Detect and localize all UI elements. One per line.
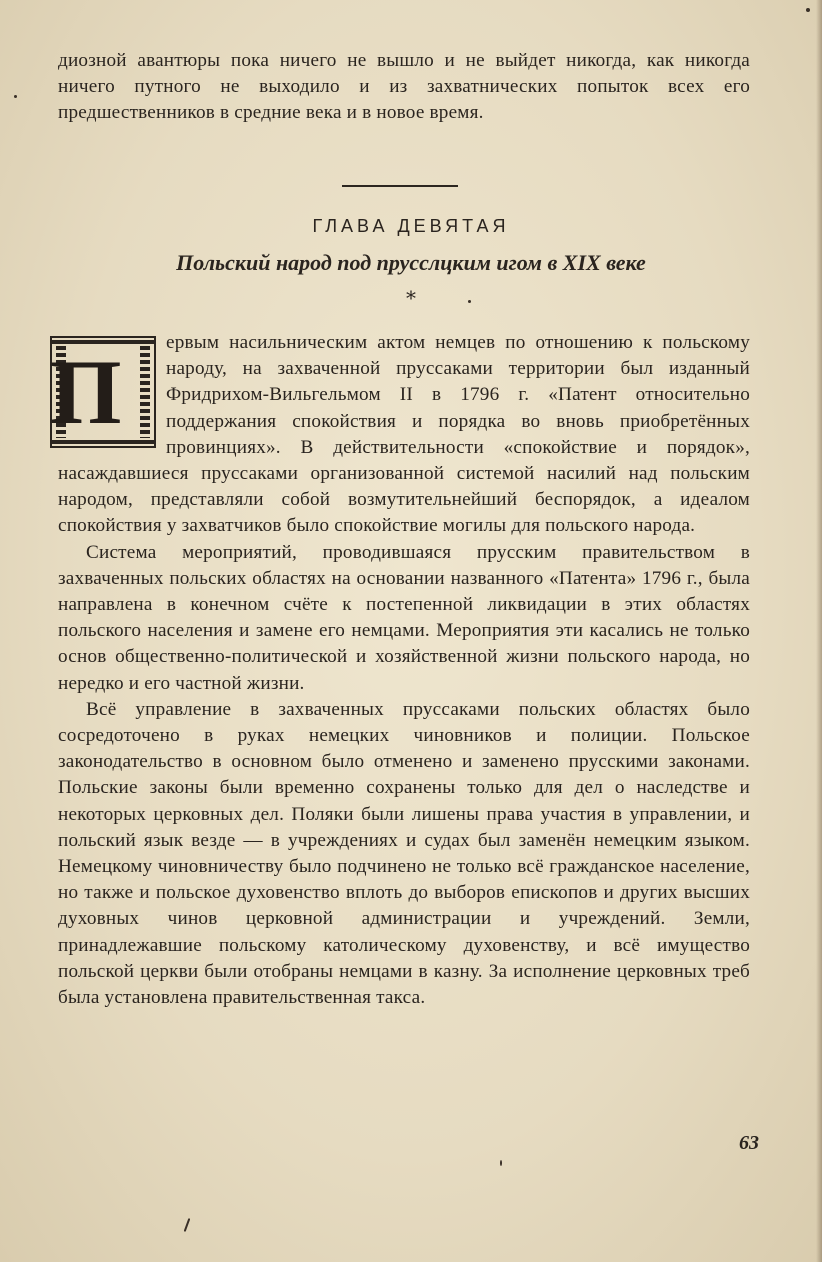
asterisk-ornament: * (406, 286, 416, 310)
paper-speck (184, 1218, 191, 1232)
body-paragraph-2: Система мероприятий, проводившаяся прусским правительством в захваченных польских областях на основании названного «Патента» 1796 г., была направлена в конечном счёте к постепенной ликвидации в этих областях польского населения и замене его немцами. Мероприятия эти касались не только основ общественно-политической и хозяйственной жизни польского народа, но нередко и его частной жизни. (58, 541, 750, 694)
chapter-label: ГЛАВА ДЕВЯТАЯ (312, 216, 510, 236)
paper-speck (500, 1160, 502, 1166)
dropcap (50, 336, 156, 448)
paper-speck (806, 8, 810, 12)
dropcap-letter: П (50, 341, 122, 443)
chapter-title: Польский народ под прусслцким игом в XIX веке (176, 250, 646, 275)
paper-speck (468, 300, 471, 303)
page-number: 63 (739, 1132, 759, 1154)
section-divider (342, 185, 458, 187)
body-paragraph-1 (50, 330, 750, 540)
chapter-body (50, 330, 750, 1011)
paper-speck (14, 95, 17, 98)
intro-paragraph: диозной авантюры пока ничего не вышло и не выйдет никогда, как никогда ничего путного не выходило и из захватнических попыток всех его предшественников в средние века и в новое время. (58, 50, 750, 124)
body-paragraph-3: Всё управление в захваченных пруссаками польских областях было сосредоточено в руках немецких чиновников и полиции. Польское законодательство в основном было отменено и заменено прусскими законами. Польские законы были временно сохранены только для дел о наследстве и некоторых церковных дел. Поляки были лишены права участия в управлении, и польский язык везде — в учреждениях и судах был заменён немецким языком. Немецкому чиновничеству было подчинено не только всё гражданское население, но также и польское духовенство вплоть до выборов епископов и других высших духовных чинов церковной администрации и учреждений. Земли, принадлежавшие польскому католическому духовенству, и всё имущество польской церкви были отобраны немцами в казну. За исполнение церковных треб была установлена правительственная такса. (58, 698, 750, 1009)
body-paragraph-1-text: ервым насильническим актом немцев по отношению к польскому народу, на захваченной пруссаками территории был изданный Фридрихом-Вильгельмом II в 1796 г. «Патент относительно поддержания спокойствия и порядка во вновь приобретённых провинциях». В действительности «спокойствие и порядок», насаждавшиеся пруссаками организованной системой насилий над польским народом, представляли собой возмутительнейший беспорядок, а идеалом спокойствия у захватчиков было спокойствие могилы для польского народа. (58, 332, 750, 537)
